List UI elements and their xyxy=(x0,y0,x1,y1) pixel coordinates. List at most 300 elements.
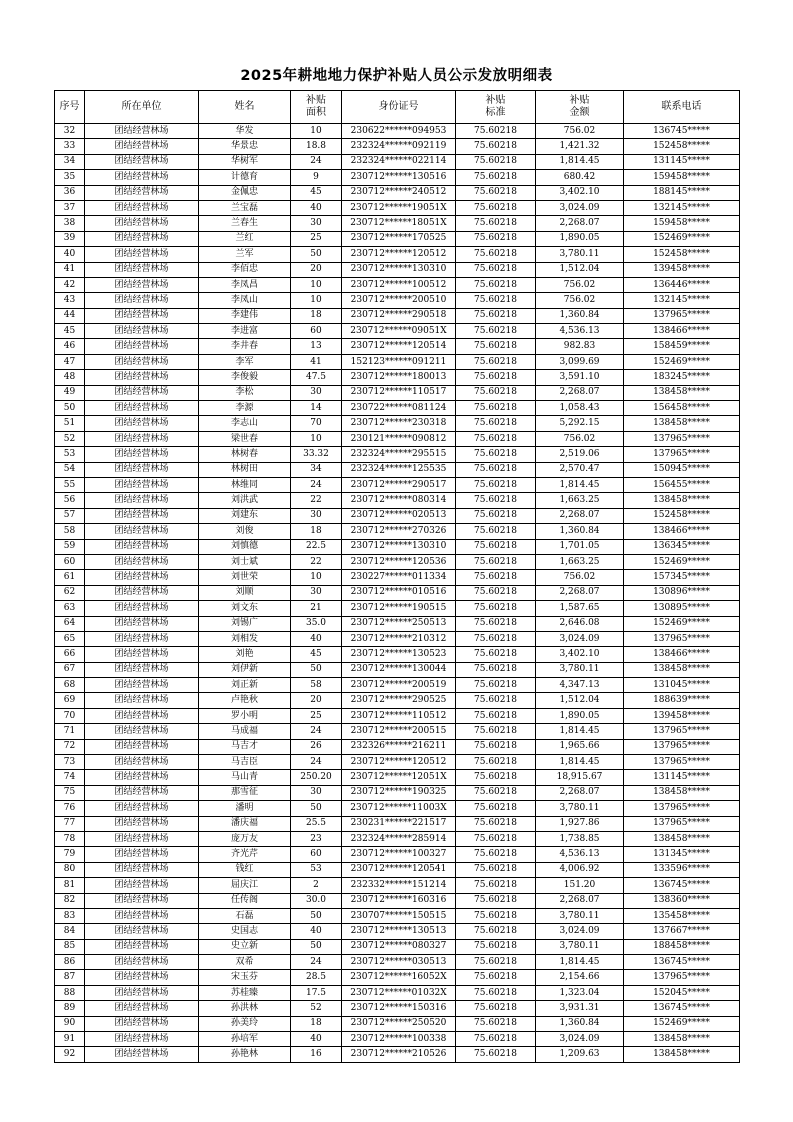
cell-phone: 152469***** xyxy=(624,354,740,369)
cell-unit: 团结经营林场 xyxy=(85,462,199,477)
cell-unit: 团结经营林场 xyxy=(85,908,199,923)
cell-name: 刘艳 xyxy=(199,647,291,662)
cell-id: 230712******030513 xyxy=(342,955,456,970)
cell-no: 75 xyxy=(55,785,85,800)
cell-unit: 团结经营林场 xyxy=(85,847,199,862)
cell-amount: 1,512.04 xyxy=(536,262,624,277)
cell-amount: 3,402.10 xyxy=(536,647,624,662)
cell-standard: 75.60218 xyxy=(456,631,536,646)
cell-no: 39 xyxy=(55,231,85,246)
cell-name: 双希 xyxy=(199,955,291,970)
table-header-row xyxy=(55,91,740,124)
cell-area: 10 xyxy=(291,431,342,446)
cell-area: 50 xyxy=(291,908,342,923)
cell-standard: 75.60218 xyxy=(456,616,536,631)
cell-area: 40 xyxy=(291,631,342,646)
cell-standard: 75.60218 xyxy=(456,277,536,292)
cell-amount: 3,780.11 xyxy=(536,247,624,262)
cell-unit: 团结经营林场 xyxy=(85,293,199,308)
cell-name: 华发 xyxy=(199,124,291,139)
cell-unit: 团结经营林场 xyxy=(85,216,199,231)
cell-no: 57 xyxy=(55,508,85,523)
cell-unit: 团结经营林场 xyxy=(85,431,199,446)
header-no: 序号 xyxy=(55,91,85,124)
table-row xyxy=(55,539,740,554)
cell-amount: 4,536.13 xyxy=(536,324,624,339)
header-phone: 联系电话 xyxy=(624,91,740,124)
cell-phone: 138458***** xyxy=(624,1047,740,1062)
subsidy-table xyxy=(54,90,740,1063)
cell-unit: 团结经营林场 xyxy=(85,200,199,215)
cell-no: 68 xyxy=(55,678,85,693)
cell-amount: 1,890.05 xyxy=(536,231,624,246)
cell-amount: 1,927.86 xyxy=(536,816,624,831)
cell-unit: 团结经营林场 xyxy=(85,324,199,339)
cell-amount: 1,814.45 xyxy=(536,154,624,169)
cell-id: 230712******290517 xyxy=(342,477,456,492)
cell-no: 36 xyxy=(55,185,85,200)
cell-id: 230712******190515 xyxy=(342,601,456,616)
cell-area: 30 xyxy=(291,385,342,400)
cell-name: 李志山 xyxy=(199,416,291,431)
cell-no: 56 xyxy=(55,493,85,508)
cell-standard: 75.60218 xyxy=(456,862,536,877)
cell-area: 40 xyxy=(291,924,342,939)
cell-phone: 136745***** xyxy=(624,124,740,139)
cell-id: 230712******020513 xyxy=(342,508,456,523)
cell-no: 71 xyxy=(55,724,85,739)
header-name: 姓名 xyxy=(199,91,291,124)
cell-phone: 130895***** xyxy=(624,601,740,616)
cell-no: 88 xyxy=(55,985,85,1000)
cell-amount: 2,519.06 xyxy=(536,447,624,462)
cell-standard: 75.60218 xyxy=(456,724,536,739)
cell-name: 石磊 xyxy=(199,908,291,923)
cell-unit: 团结经营林场 xyxy=(85,185,199,200)
table-row xyxy=(55,308,740,323)
cell-area: 47.5 xyxy=(291,370,342,385)
cell-standard: 75.60218 xyxy=(456,154,536,169)
cell-standard: 75.60218 xyxy=(456,216,536,231)
cell-unit: 团结经营林场 xyxy=(85,616,199,631)
table-row xyxy=(55,631,740,646)
table-row xyxy=(55,1001,740,1016)
cell-standard: 75.60218 xyxy=(456,662,536,677)
cell-id: 230712******240512 xyxy=(342,185,456,200)
cell-id: 230712******130523 xyxy=(342,647,456,662)
cell-no: 63 xyxy=(55,601,85,616)
cell-name: 兰春生 xyxy=(199,216,291,231)
table-row xyxy=(55,277,740,292)
cell-name: 孙培军 xyxy=(199,1032,291,1047)
cell-standard: 75.60218 xyxy=(456,170,536,185)
cell-phone: 137965***** xyxy=(624,970,740,985)
cell-id: 152123******091211 xyxy=(342,354,456,369)
cell-standard: 75.60218 xyxy=(456,139,536,154)
header-amount: 补贴 金额 xyxy=(536,91,624,124)
cell-standard: 75.60218 xyxy=(456,924,536,939)
cell-no: 72 xyxy=(55,739,85,754)
table-row xyxy=(55,770,740,785)
cell-amount: 3,024.09 xyxy=(536,924,624,939)
table-row xyxy=(55,847,740,862)
table-row xyxy=(55,139,740,154)
table-row xyxy=(55,970,740,985)
cell-no: 38 xyxy=(55,216,85,231)
cell-phone: 138466***** xyxy=(624,324,740,339)
cell-no: 84 xyxy=(55,924,85,939)
cell-id: 232324******295515 xyxy=(342,447,456,462)
table-row xyxy=(55,524,740,539)
cell-phone: 137965***** xyxy=(624,739,740,754)
cell-id: 230712******16052X xyxy=(342,970,456,985)
cell-name: 刘洪武 xyxy=(199,493,291,508)
cell-amount: 3,591.10 xyxy=(536,370,624,385)
cell-id: 230712******160316 xyxy=(342,893,456,908)
cell-id: 230622******094953 xyxy=(342,124,456,139)
cell-phone: 188458***** xyxy=(624,939,740,954)
cell-no: 46 xyxy=(55,339,85,354)
cell-amount: 1,663.25 xyxy=(536,493,624,508)
table-row xyxy=(55,831,740,846)
table-row xyxy=(55,955,740,970)
cell-id: 230712******11003X xyxy=(342,801,456,816)
cell-phone: 130896***** xyxy=(624,585,740,600)
table-row xyxy=(55,724,740,739)
cell-standard: 75.60218 xyxy=(456,755,536,770)
cell-unit: 团结经营林场 xyxy=(85,1047,199,1062)
cell-unit: 团结经营林场 xyxy=(85,493,199,508)
cell-no: 44 xyxy=(55,308,85,323)
cell-amount: 3,780.11 xyxy=(536,662,624,677)
cell-phone: 131045***** xyxy=(624,678,740,693)
table-row xyxy=(55,447,740,462)
cell-no: 55 xyxy=(55,477,85,492)
cell-amount: 1,360.84 xyxy=(536,524,624,539)
cell-phone: 152458***** xyxy=(624,247,740,262)
cell-name: 齐光芹 xyxy=(199,847,291,862)
cell-phone: 138458***** xyxy=(624,493,740,508)
table-row xyxy=(55,662,740,677)
cell-name: 李军 xyxy=(199,354,291,369)
cell-amount: 1,421.32 xyxy=(536,139,624,154)
table-body xyxy=(55,124,740,1063)
cell-no: 53 xyxy=(55,447,85,462)
cell-no: 91 xyxy=(55,1032,85,1047)
cell-amount: 680.42 xyxy=(536,170,624,185)
cell-amount: 18,915.67 xyxy=(536,770,624,785)
cell-amount: 1,701.05 xyxy=(536,539,624,554)
table-row xyxy=(55,231,740,246)
table-row xyxy=(55,908,740,923)
table-row xyxy=(55,693,740,708)
cell-name: 兰红 xyxy=(199,231,291,246)
cell-phone: 158459***** xyxy=(624,339,740,354)
cell-name: 史立新 xyxy=(199,939,291,954)
cell-no: 43 xyxy=(55,293,85,308)
cell-id: 230121******090812 xyxy=(342,431,456,446)
cell-phone: 188145***** xyxy=(624,185,740,200)
cell-id: 230712******210312 xyxy=(342,631,456,646)
cell-id: 230712******01032X xyxy=(342,985,456,1000)
table-row xyxy=(55,878,740,893)
cell-phone: 139458***** xyxy=(624,708,740,723)
cell-id: 230712******130044 xyxy=(342,662,456,677)
cell-phone: 138458***** xyxy=(624,416,740,431)
cell-standard: 75.60218 xyxy=(456,508,536,523)
cell-unit: 团结经营林场 xyxy=(85,647,199,662)
cell-id: 230712******130310 xyxy=(342,539,456,554)
cell-unit: 团结经营林场 xyxy=(85,801,199,816)
cell-amount: 1,323.04 xyxy=(536,985,624,1000)
cell-unit: 团结经营林场 xyxy=(85,370,199,385)
cell-phone: 137965***** xyxy=(624,447,740,462)
cell-area: 50 xyxy=(291,801,342,816)
cell-no: 80 xyxy=(55,862,85,877)
cell-unit: 团结经营林场 xyxy=(85,447,199,462)
cell-unit: 团结经营林场 xyxy=(85,708,199,723)
cell-unit: 团结经营林场 xyxy=(85,924,199,939)
cell-id: 230712******150316 xyxy=(342,1001,456,1016)
cell-no: 61 xyxy=(55,570,85,585)
cell-standard: 75.60218 xyxy=(456,524,536,539)
cell-standard: 75.60218 xyxy=(456,431,536,446)
cell-area: 30 xyxy=(291,508,342,523)
cell-area: 40 xyxy=(291,200,342,215)
cell-unit: 团结经营林场 xyxy=(85,678,199,693)
cell-standard: 75.60218 xyxy=(456,185,536,200)
cell-id: 230712******170525 xyxy=(342,231,456,246)
cell-id: 230712******130516 xyxy=(342,170,456,185)
cell-name: 钱红 xyxy=(199,862,291,877)
table-row xyxy=(55,985,740,1000)
cell-area: 10 xyxy=(291,293,342,308)
cell-id: 230712******250520 xyxy=(342,1016,456,1031)
cell-unit: 团结经营林场 xyxy=(85,1016,199,1031)
cell-name: 计德育 xyxy=(199,170,291,185)
cell-amount: 2,570.47 xyxy=(536,462,624,477)
cell-area: 30 xyxy=(291,585,342,600)
cell-no: 33 xyxy=(55,139,85,154)
cell-no: 54 xyxy=(55,462,85,477)
table-row xyxy=(55,493,740,508)
cell-unit: 团结经营林场 xyxy=(85,554,199,569)
cell-amount: 1,663.25 xyxy=(536,554,624,569)
cell-id: 230712******18051X xyxy=(342,216,456,231)
cell-unit: 团结经营林场 xyxy=(85,154,199,169)
cell-standard: 75.60218 xyxy=(456,739,536,754)
cell-phone: 137965***** xyxy=(624,801,740,816)
cell-name: 马吉才 xyxy=(199,739,291,754)
cell-unit: 团结经营林场 xyxy=(85,693,199,708)
cell-amount: 3,780.11 xyxy=(536,801,624,816)
cell-phone: 159458***** xyxy=(624,216,740,231)
cell-id: 230712******09051X xyxy=(342,324,456,339)
header-unit: 所在单位 xyxy=(85,91,199,124)
cell-no: 76 xyxy=(55,801,85,816)
cell-name: 李井春 xyxy=(199,339,291,354)
cell-amount: 756.02 xyxy=(536,570,624,585)
cell-phone: 152469***** xyxy=(624,1016,740,1031)
cell-area: 18 xyxy=(291,1016,342,1031)
table-row xyxy=(55,939,740,954)
cell-amount: 2,154.66 xyxy=(536,970,624,985)
cell-area: 25 xyxy=(291,708,342,723)
cell-name: 李进富 xyxy=(199,324,291,339)
cell-area: 24 xyxy=(291,755,342,770)
cell-phone: 183245***** xyxy=(624,370,740,385)
cell-name: 苏桂臻 xyxy=(199,985,291,1000)
cell-phone: 150945***** xyxy=(624,462,740,477)
cell-id: 230712******080327 xyxy=(342,939,456,954)
cell-phone: 136745***** xyxy=(624,1001,740,1016)
cell-no: 85 xyxy=(55,939,85,954)
cell-standard: 75.60218 xyxy=(456,124,536,139)
cell-amount: 3,024.09 xyxy=(536,200,624,215)
cell-amount: 1,209.63 xyxy=(536,1047,624,1062)
cell-phone: 131145***** xyxy=(624,770,740,785)
cell-phone: 138458***** xyxy=(624,662,740,677)
table-row xyxy=(55,1047,740,1062)
cell-phone: 137965***** xyxy=(624,755,740,770)
cell-unit: 团结经营林场 xyxy=(85,401,199,416)
cell-amount: 2,268.07 xyxy=(536,385,624,400)
cell-standard: 75.60218 xyxy=(456,939,536,954)
cell-name: 罗小明 xyxy=(199,708,291,723)
table-row xyxy=(55,431,740,446)
cell-no: 58 xyxy=(55,524,85,539)
cell-unit: 团结经营林场 xyxy=(85,385,199,400)
cell-amount: 756.02 xyxy=(536,124,624,139)
cell-no: 50 xyxy=(55,401,85,416)
cell-standard: 75.60218 xyxy=(456,955,536,970)
cell-phone: 138458***** xyxy=(624,385,740,400)
cell-area: 20 xyxy=(291,693,342,708)
cell-amount: 2,268.07 xyxy=(536,508,624,523)
cell-name: 宋玉芬 xyxy=(199,970,291,985)
cell-area: 24 xyxy=(291,477,342,492)
cell-amount: 3,024.09 xyxy=(536,1032,624,1047)
cell-amount: 3,931.31 xyxy=(536,1001,624,1016)
cell-no: 42 xyxy=(55,277,85,292)
cell-no: 32 xyxy=(55,124,85,139)
table-row xyxy=(55,170,740,185)
cell-unit: 团结经营林场 xyxy=(85,816,199,831)
cell-amount: 756.02 xyxy=(536,277,624,292)
cell-area: 30.0 xyxy=(291,893,342,908)
cell-amount: 4,347.13 xyxy=(536,678,624,693)
cell-name: 刘伊新 xyxy=(199,662,291,677)
table-row xyxy=(55,554,740,569)
cell-unit: 团结经营林场 xyxy=(85,785,199,800)
cell-area: 10 xyxy=(291,124,342,139)
cell-standard: 75.60218 xyxy=(456,647,536,662)
cell-name: 李源 xyxy=(199,401,291,416)
cell-name: 兰宝磊 xyxy=(199,200,291,215)
cell-area: 16 xyxy=(291,1047,342,1062)
cell-name: 刘世荣 xyxy=(199,570,291,585)
cell-standard: 75.60218 xyxy=(456,908,536,923)
cell-name: 刘顺 xyxy=(199,585,291,600)
cell-amount: 4,536.13 xyxy=(536,847,624,862)
cell-amount: 756.02 xyxy=(536,293,624,308)
cell-no: 67 xyxy=(55,662,85,677)
table-row xyxy=(55,293,740,308)
cell-standard: 75.60218 xyxy=(456,831,536,846)
cell-no: 60 xyxy=(55,554,85,569)
table-row xyxy=(55,200,740,215)
table-row xyxy=(55,124,740,139)
table-row xyxy=(55,862,740,877)
cell-name: 马吉臣 xyxy=(199,755,291,770)
table-row xyxy=(55,370,740,385)
cell-no: 87 xyxy=(55,970,85,985)
cell-id: 230712******12051X xyxy=(342,770,456,785)
cell-phone: 152458***** xyxy=(624,508,740,523)
cell-id: 230227******011334 xyxy=(342,570,456,585)
cell-unit: 团结经营林场 xyxy=(85,477,199,492)
cell-id: 230712******080314 xyxy=(342,493,456,508)
cell-area: 25.5 xyxy=(291,816,342,831)
cell-amount: 1,738.85 xyxy=(536,831,624,846)
cell-unit: 团结经营林场 xyxy=(85,831,199,846)
table-row xyxy=(55,462,740,477)
cell-unit: 团结经营林场 xyxy=(85,970,199,985)
cell-standard: 75.60218 xyxy=(456,308,536,323)
cell-name: 林树春 xyxy=(199,447,291,462)
cell-area: 41 xyxy=(291,354,342,369)
cell-name: 李松 xyxy=(199,385,291,400)
cell-id: 230712******110512 xyxy=(342,708,456,723)
cell-area: 45 xyxy=(291,647,342,662)
cell-unit: 团结经营林场 xyxy=(85,631,199,646)
cell-unit: 团结经营林场 xyxy=(85,862,199,877)
cell-unit: 团结经营林场 xyxy=(85,585,199,600)
cell-area: 70 xyxy=(291,416,342,431)
cell-id: 230712******120512 xyxy=(342,755,456,770)
cell-unit: 团结经营林场 xyxy=(85,955,199,970)
cell-phone: 131145***** xyxy=(624,154,740,169)
cell-amount: 2,268.07 xyxy=(536,216,624,231)
table-row xyxy=(55,354,740,369)
cell-standard: 75.60218 xyxy=(456,200,536,215)
cell-name: 刘正新 xyxy=(199,678,291,693)
cell-amount: 1,814.45 xyxy=(536,955,624,970)
cell-unit: 团结经营林场 xyxy=(85,124,199,139)
cell-no: 37 xyxy=(55,200,85,215)
cell-id: 230712******110517 xyxy=(342,385,456,400)
cell-id: 230712******270326 xyxy=(342,524,456,539)
cell-area: 52 xyxy=(291,1001,342,1016)
cell-id: 230712******290518 xyxy=(342,308,456,323)
cell-unit: 团结经营林场 xyxy=(85,277,199,292)
cell-no: 73 xyxy=(55,755,85,770)
cell-no: 64 xyxy=(55,616,85,631)
cell-phone: 135458***** xyxy=(624,908,740,923)
cell-standard: 75.60218 xyxy=(456,801,536,816)
cell-unit: 团结经营林场 xyxy=(85,508,199,523)
cell-amount: 756.02 xyxy=(536,431,624,446)
cell-no: 79 xyxy=(55,847,85,862)
cell-area: 9 xyxy=(291,170,342,185)
cell-standard: 75.60218 xyxy=(456,324,536,339)
cell-standard: 75.60218 xyxy=(456,1047,536,1062)
cell-area: 30 xyxy=(291,785,342,800)
table-row xyxy=(55,477,740,492)
cell-amount: 5,292.15 xyxy=(536,416,624,431)
cell-phone: 156455***** xyxy=(624,477,740,492)
table-row xyxy=(55,185,740,200)
